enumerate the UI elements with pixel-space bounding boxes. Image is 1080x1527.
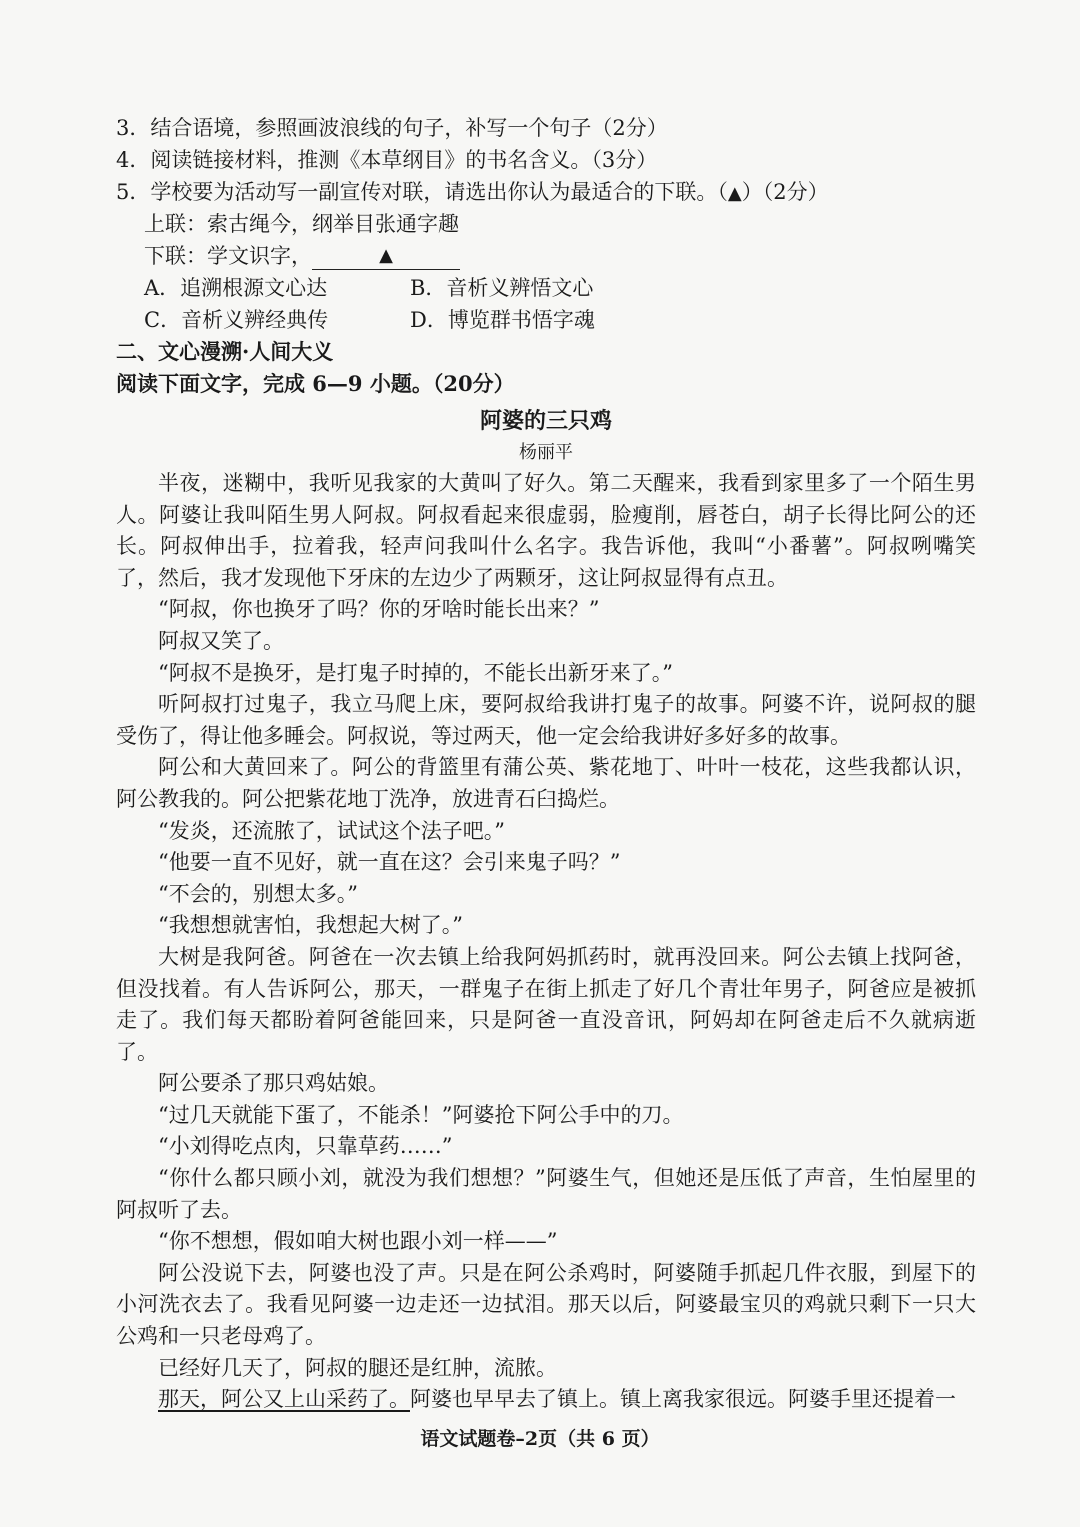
page-content bbox=[116, 112, 976, 1416]
option-c: C．音析义辨经典传 bbox=[144, 308, 329, 332]
paragraph: “我想想就害怕，我想起大树了。” bbox=[158, 913, 463, 938]
paragraph: “不会的，别想太多。” bbox=[158, 881, 358, 906]
paragraph: 大树是我阿爸。阿爸在一次去镇上给我阿妈抓药时，就再没回来。阿公去镇上找阿爸，但没找着。有人告诉阿公，那天，一群鬼子在街上抓走了好几个青壮年男子，阿爸应是被抓走了。我们每天都盼着阿爸能回来，只是阿爸一直没音讯，阿妈却在阿爸走后不久就病逝了。 bbox=[116, 944, 976, 1064]
option-d: D．博览群书悟字魂 bbox=[410, 308, 595, 332]
options-row-2 bbox=[116, 304, 976, 336]
options-row-1 bbox=[116, 272, 976, 304]
option-b: B．音析义辨悟文心 bbox=[410, 276, 594, 300]
section-title: 二、文心漫溯·人间大义 bbox=[116, 339, 334, 364]
paragraph: 听阿叔打过鬼子，我立马爬上床，要阿叔给我讲打鬼子的故事。阿婆不许，说阿叔的腿受伤了，得让他多睡会。阿叔说，等过两天，他一定会给我讲好多好多的故事。 bbox=[116, 692, 976, 748]
paragraph: “发炎，还流脓了，试试这个法子吧。” bbox=[158, 818, 505, 843]
blank-triangle-mark: ▲ bbox=[379, 245, 393, 266]
paragraph: “小刘得吃点肉，只靠草药……” bbox=[158, 1134, 453, 1159]
article-author: 杨丽平 bbox=[519, 442, 573, 463]
paragraph: “你不想想，假如咱大树也跟小刘一样——” bbox=[158, 1229, 558, 1254]
answer-blank bbox=[312, 241, 460, 270]
couplet-upper: 上联：索古绳今，纲举目张通字趣 bbox=[144, 212, 459, 236]
page-footer: 语文试题卷–2页（共 6 页） bbox=[420, 1428, 660, 1450]
paragraph: 阿公和大黄回来了。阿公的背篮里有蒲公英、紫花地丁、叶叶一枝花，这些我都认识，阿公教我的。阿公把紫花地丁洗净，放进青石臼捣烂。 bbox=[116, 755, 976, 811]
question-3: 3．结合语境，参照画波浪线的句子，补写一个句子（2分） bbox=[116, 116, 668, 140]
question-5 bbox=[116, 176, 976, 208]
paragraph: “你什么都只顾小刘，就没为我们想想？”阿婆生气，但她还是压低了声音，生怕屋里的阿叔听了去。 bbox=[116, 1166, 976, 1222]
question-5-text: 5．学校要为活动写一副宣传对联，请选出你认为最适合的下联。（ bbox=[116, 180, 728, 204]
answer-triangle-mark: ▲ bbox=[727, 183, 742, 204]
paragraph: 阿叔又笑了。 bbox=[158, 628, 284, 653]
wavy-underlined-sentence: 那天，阿公又上山采药了。 bbox=[158, 1387, 410, 1412]
question-4: 4．阅读链接材料，推测《本草纲目》的书名含义。（3分） bbox=[116, 148, 658, 172]
paragraph: 阿公要杀了那只鸡姑娘。 bbox=[158, 1071, 389, 1096]
paragraph-last-rest: 阿婆也早早去了镇上。镇上离我家很远。阿婆手里还提着一 bbox=[410, 1387, 956, 1412]
option-a: A．追溯根源文心达 bbox=[144, 276, 328, 300]
article-title: 阿婆的三只鸡 bbox=[479, 408, 612, 434]
paragraph: 已经好几天了，阿叔的腿还是红肿，流脓。 bbox=[158, 1355, 557, 1380]
question-5-score: ）（2分） bbox=[741, 180, 829, 204]
paragraph: “他要一直不见好，就一直在这？会引来鬼子吗？” bbox=[158, 850, 621, 875]
paragraph: “过几天就能下蛋了，不能杀！”阿婆抢下阿公手中的刀。 bbox=[158, 1102, 684, 1127]
couplet-lower-text: 下联：学文识字， bbox=[144, 244, 312, 268]
paragraph: 半夜，迷糊中，我听见我家的大黄叫了好久。第二天醒来，我看到家里多了一个陌生男人。阿婆让我叫陌生男人阿叔。阿叔看起来很虚弱，脸瘦削，唇苍白，胡子长得比阿公的还长。阿叔伸出手，拉着我，轻声问我叫什么名字。我告诉他，我叫“小番薯”。阿叔咧嘴笑了，然后，我才发现他下牙床的左边少了两颗牙，这让阿叔显得有点丑。 bbox=[116, 471, 976, 590]
couplet-lower bbox=[116, 240, 976, 272]
reading-instruction: 阅读下面文字，完成 6—9 小题。（20分） bbox=[116, 371, 515, 396]
paragraph: “阿叔不是换牙，是打鬼子时掉的，不能长出新牙来了。” bbox=[158, 660, 673, 685]
paragraph: 阿公没说下去，阿婆也没了声。只是在阿公杀鸡时，阿婆随手抓起几件衣服，到屋下的小河洗衣去了。我看见阿婆一边走还一边拭泪。那天以后，阿婆最宝贝的鸡就只剩下一只大公鸡和一只老母鸡了。 bbox=[116, 1260, 976, 1349]
paragraph-last bbox=[116, 1384, 976, 1416]
paragraph: “阿叔，你也换牙了吗？你的牙啥时能长出来？” bbox=[158, 597, 600, 622]
